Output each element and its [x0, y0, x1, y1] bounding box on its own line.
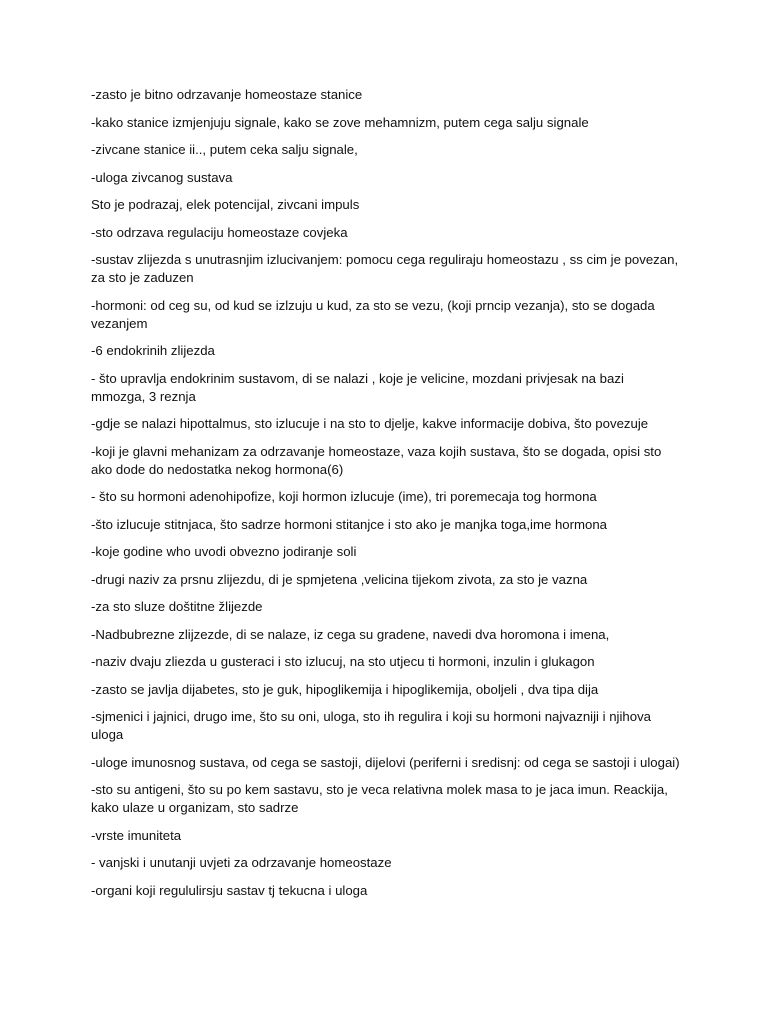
paragraph: -organi koji regululirsju sastav tj tekucna i uloga	[91, 882, 368, 898]
paragraph: - vanjski i unutanji uvjeti za odrzavanje homeostaze	[91, 855, 392, 870]
paragraph: -drugi naziv za prsnu zlijezdu, di je spmjetena ,velicina tijekom zivota, za sto je vazna	[91, 571, 588, 587]
paragraph: -hormoni: od ceg su, od kud se izlzuju u kud, za sto se vezu, (koji prncip vezanja), sto se dogada vezanjem	[91, 297, 655, 331]
paragraph: -sjmenici i jajnici, drugo ime, što su oni, uloga, sto ih regulira i koji su hormoni najvazniji i njihova uloga	[91, 709, 651, 742]
paragraph: -Nadbubrezne zlijzezde, di se nalaze, iz cega su gradene, navedi dva horomona i imena,	[91, 626, 610, 642]
paragraph: -koji je glavni mehanizam za odrzavanje homeostaze, vaza kojih sustava, što se dogada, opisi sto ako dode do nedostatka nekog hormona(6)	[91, 443, 662, 477]
document-body	[91, 86, 681, 909]
paragraph: -naziv dvaju zliezda u gusteraci i sto izlucuj, na sto utjecu ti hormoni, inzulin i glukagon	[91, 654, 595, 669]
paragraph: -što izlucuje stitnjaca, što sadrze hormoni stitanjce i sto ako je manjka toga,ime hormona	[91, 516, 608, 532]
paragraph: -sustav zlijezda s unutrasnjim izlucivanjem: pomocu cega reguliraju homeostazu , ss cim je povezan, za sto je zaduzen	[91, 252, 679, 285]
paragraph: -zasto je bitno odrzavanje homeostaze stanice	[91, 87, 363, 102]
paragraph: -zivcane stanice ii.., putem ceka salju signale,	[91, 142, 358, 157]
paragraph: -kako stanice izmjenjuju signale, kako se zove mehamnizm, putem cega salju signale	[91, 114, 589, 130]
paragraph: -6 endokrinih zlijezda	[91, 343, 215, 358]
paragraph: -za sto sluze doštitne žlijezde	[91, 599, 263, 614]
paragraph: -uloga zivcanog sustava	[91, 169, 233, 185]
paragraph: - što upravlja endokrinim sustavom, di se nalazi , koje je velicine, mozdani privjesak na bazi mmozga, 3 reznja	[91, 370, 624, 404]
paragraph: -zasto se javlja dijabetes, sto je guk, hipoglikemija i hipoglikemija, oboljeli , dva tipa dija	[91, 681, 599, 697]
paragraph: -gdje se nalazi hipottalmus, sto izlucuje i na sto to djelje, kakve informacije dobiva, što povezuje	[91, 416, 649, 431]
paragraph: Sto je podrazaj, elek potencijal, zivcani impuls	[91, 197, 360, 212]
paragraph: -vrste imuniteta	[91, 827, 182, 843]
paragraph: -uloge imunosnog sustava, od cega se sastoji, dijelovi (periferni i sredisnj: od cega se sastoji i ulogai)	[91, 754, 680, 770]
paragraph: -koje godine who uvodi obvezno jodiranje soli	[91, 544, 357, 559]
paragraph: -sto su antigeni, što su po kem sastavu, sto je veca relativna molek masa to je jaca imun. Reackija, kako ulaze u organizam, sto sadrze	[91, 782, 668, 815]
paragraph: - što su hormoni adenohipofize, koji hormon izlucuje (ime), tri poremecaja tog hormona	[91, 489, 597, 504]
paragraph: -sto odrzava regulaciju homeostaze covjeka	[91, 224, 348, 240]
